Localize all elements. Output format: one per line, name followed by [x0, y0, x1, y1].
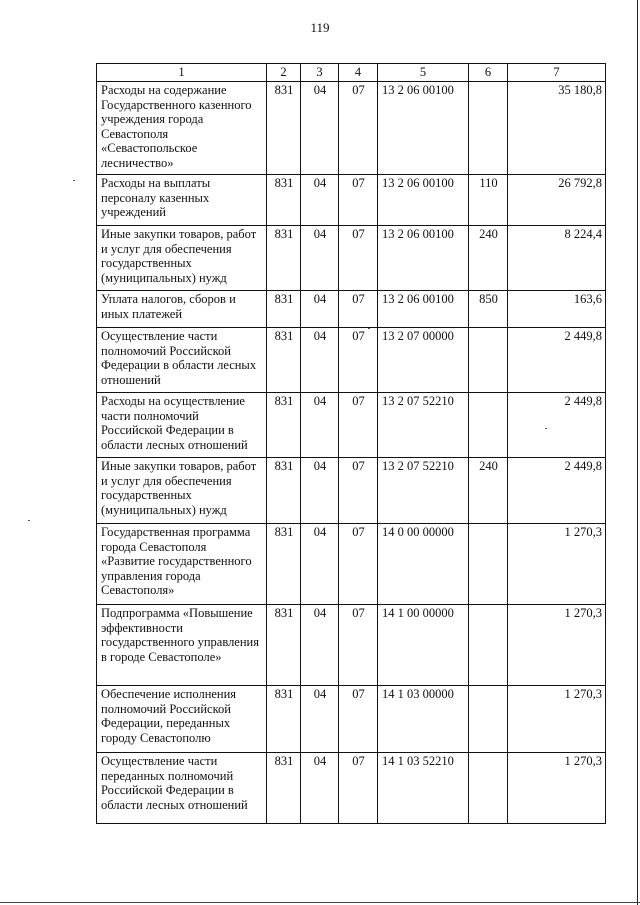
cell-gr: 831: [267, 686, 301, 753]
scan-speck: [368, 328, 370, 329]
cell-pr: 07: [339, 686, 378, 753]
cell-pr: 07: [339, 328, 378, 393]
cell-vr: 240: [469, 226, 508, 291]
cell-sum: 1 270,3: [508, 753, 606, 824]
row-name: Государственная программа города Севастополя «Развитие государственного управления города Севастополя»: [97, 524, 267, 605]
table-row: [97, 458, 606, 524]
cell-gr: 831: [267, 328, 301, 393]
row-name: Расходы на выплаты персоналу казенных учреждений: [97, 175, 267, 226]
cell-vr: 850: [469, 291, 508, 328]
cell-rz: 04: [301, 753, 339, 824]
cell-sum: 1 270,3: [508, 605, 606, 686]
cell-gr: 831: [267, 393, 301, 458]
table-row: [97, 393, 606, 458]
row-name: Иные закупки товаров, работ и услуг для обеспечения государственных (муниципальных) нужд: [97, 458, 267, 524]
cell-gr: 831: [267, 605, 301, 686]
cell-rz: 04: [301, 82, 339, 175]
cell-rz: 04: [301, 291, 339, 328]
cell-vr: [469, 686, 508, 753]
cell-pr: 07: [339, 82, 378, 175]
cell-rz: 04: [301, 458, 339, 524]
column-header: 3: [301, 64, 339, 82]
cell-csr: 13 2 07 52210: [378, 458, 469, 524]
cell-csr: 14 1 03 52210: [378, 753, 469, 824]
scan-speck: [28, 520, 30, 521]
cell-csr: 14 0 00 00000: [378, 524, 469, 605]
cell-sum: 2 449,8: [508, 328, 606, 393]
row-name: Уплата налогов, сборов и иных платежей: [97, 291, 267, 328]
table-row: [97, 524, 606, 605]
cell-csr: 13 2 06 00100: [378, 82, 469, 175]
cell-csr: 13 2 06 00100: [378, 226, 469, 291]
cell-vr: 240: [469, 458, 508, 524]
cell-pr: 07: [339, 175, 378, 226]
scan-speck: [73, 180, 75, 181]
row-name: Осуществление части полномочий Российской Федерации в области лесных отношений: [97, 328, 267, 393]
cell-sum: 26 792,8: [508, 175, 606, 226]
row-name: Обеспечение исполнения полномочий Российской Федерации, переданных городу Севастополю: [97, 686, 267, 753]
cell-csr: 14 1 00 00000: [378, 605, 469, 686]
cell-sum: 2 449,8: [508, 393, 606, 458]
cell-csr: 13 2 07 00000: [378, 328, 469, 393]
cell-sum: 35 180,8: [508, 82, 606, 175]
table-row: [97, 291, 606, 328]
cell-rz: 04: [301, 328, 339, 393]
cell-csr: 13 2 06 00100: [378, 175, 469, 226]
table-header-row: [97, 64, 606, 82]
column-header: 2: [267, 64, 301, 82]
cell-pr: 07: [339, 291, 378, 328]
cell-gr: 831: [267, 175, 301, 226]
cell-sum: 1 270,3: [508, 686, 606, 753]
cell-pr: 07: [339, 393, 378, 458]
cell-vr: [469, 328, 508, 393]
column-header: 1: [97, 64, 267, 82]
cell-csr: 13 2 06 00100: [378, 291, 469, 328]
table-row: [97, 175, 606, 226]
page-number: 119: [310, 20, 330, 35]
cell-csr: 13 2 07 52210: [378, 393, 469, 458]
row-name: Расходы на осуществление части полномочий Российской Федерации в области лесных отношений: [97, 393, 267, 458]
table-row: [97, 226, 606, 291]
row-name: Иные закупки товаров, работ и услуг для обеспечения государственных (муниципальных) нужд: [97, 226, 267, 291]
cell-sum: 2 449,8: [508, 458, 606, 524]
cell-pr: 07: [339, 753, 378, 824]
cell-pr: 07: [339, 605, 378, 686]
table-row: [97, 328, 606, 393]
column-header: 6: [469, 64, 508, 82]
cell-gr: 831: [267, 291, 301, 328]
cell-rz: 04: [301, 686, 339, 753]
page-edge: [637, 0, 638, 905]
cell-sum: 1 270,3: [508, 524, 606, 605]
cell-vr: [469, 605, 508, 686]
cell-pr: 07: [339, 524, 378, 605]
cell-sum: 8 224,4: [508, 226, 606, 291]
cell-vr: [469, 524, 508, 605]
row-name: Расходы на содержание Государственного казенного учреждения города Севастополя «Севастопольское лесничество»: [97, 82, 267, 175]
cell-pr: 07: [339, 226, 378, 291]
cell-vr: 110: [469, 175, 508, 226]
cell-vr: [469, 82, 508, 175]
cell-gr: 831: [267, 82, 301, 175]
table-row: [97, 82, 606, 175]
cell-rz: 04: [301, 393, 339, 458]
scan-speck: [545, 428, 547, 429]
column-header: 5: [378, 64, 469, 82]
cell-gr: 831: [267, 226, 301, 291]
column-header: 4: [339, 64, 378, 82]
cell-sum: 163,6: [508, 291, 606, 328]
cell-gr: 831: [267, 524, 301, 605]
cell-gr: 831: [267, 458, 301, 524]
cell-pr: 07: [339, 458, 378, 524]
page-edge-bottom: [0, 902, 640, 903]
column-header: 7: [508, 64, 606, 82]
cell-csr: 14 1 03 00000: [378, 686, 469, 753]
table-row: [97, 753, 606, 824]
budget-table: [96, 63, 606, 824]
cell-rz: 04: [301, 524, 339, 605]
row-name: Подпрограмма «Повышение эффективности государственного управления в городе Севастополе»: [97, 605, 267, 686]
cell-rz: 04: [301, 605, 339, 686]
table-row: [97, 605, 606, 686]
table-row: [97, 686, 606, 753]
cell-vr: [469, 753, 508, 824]
cell-rz: 04: [301, 226, 339, 291]
row-name: Осуществление части переданных полномочий Российской Федерации в области лесных отношений: [97, 753, 267, 824]
cell-rz: 04: [301, 175, 339, 226]
cell-vr: [469, 393, 508, 458]
cell-gr: 831: [267, 753, 301, 824]
